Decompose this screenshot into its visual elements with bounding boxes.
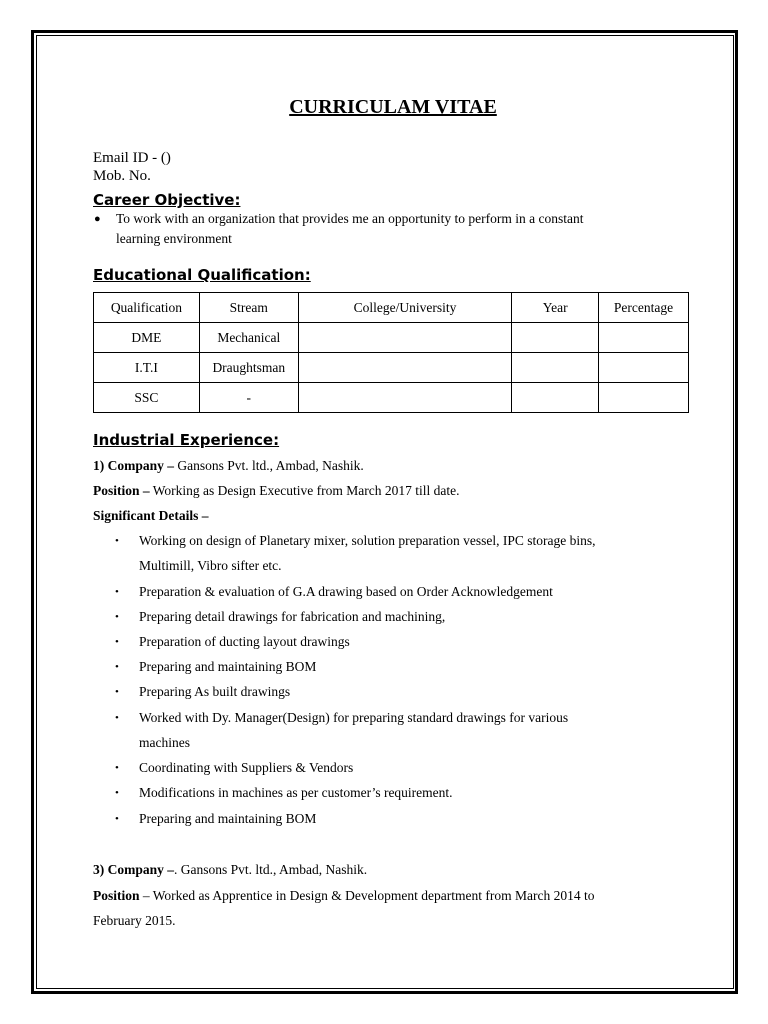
table-cell: I.T.I [94,353,200,383]
detail-item: Preparing and maintaining BOM [139,811,317,826]
table-row [94,353,689,383]
job3-company-value: . Gansons Pvt. ltd., Ambad, Nashik. [174,862,368,877]
table-cell [512,353,599,383]
bullet-icon: • [115,762,119,774]
bullet-icon: • [115,586,119,598]
table-cell [298,323,512,353]
job3-position-value: – Worked as Apprentice in Design & Development department from March 2014 to [139,888,595,903]
job3-company-label: 3) Company – [93,862,175,877]
bullet-icon: • [115,813,119,825]
table-header-cell: Qualification [94,293,200,323]
education-table [93,292,689,413]
table-header-cell: Percentage [599,293,689,323]
document-title: CURRICULAM VITAE [289,96,497,118]
job1-position-label: Position – [93,483,150,498]
detail-item: Preparation & evaluation of G.A drawing based on Order Acknowledgement [139,584,553,599]
detail-item-continuation: machines [139,735,190,750]
education-heading: Educational Qualification: [93,266,311,284]
detail-item-continuation: Multimill, Vibro sifter etc. [139,558,282,573]
job1-company-value: Gansons Pvt. ltd., Ambad, Nashik. [174,458,364,473]
bullet-icon: • [115,611,119,623]
bullet-icon: • [115,636,119,648]
job1-details-label: Significant Details – [93,508,209,523]
table-cell: DME [94,323,200,353]
detail-item: Worked with Dy. Manager(Design) for preparing standard drawings for various [139,710,569,725]
job3-position [93,888,594,904]
email-line: Email ID - () [93,150,171,166]
table-header-cell: Stream [199,293,298,323]
job3-company [93,862,367,878]
detail-item: Working on design of Planetary mixer, solution preparation vessel, IPC storage bins, [139,533,596,548]
career-objective-text-line1: To work with an organization that provides me an opportunity to perform in a constant [116,211,584,226]
table-cell [599,323,689,353]
mobile-line: Mob. No. [93,168,151,184]
table-row [94,323,689,353]
job1-company [93,458,364,474]
detail-item: Preparation of ducting layout drawings [139,634,350,649]
bullet-icon: ● [94,213,101,225]
bullet-icon: • [115,535,119,547]
job3-position-label: Position [93,888,140,903]
detail-item: Modifications in machines as per customer’s requirement. [139,785,453,800]
detail-item: Coordinating with Suppliers & Vendors [139,760,354,775]
table-cell [512,383,599,413]
detail-item: Preparing As built drawings [139,684,291,699]
table-cell: - [199,383,298,413]
job1-position-value: Working as Design Executive from March 2017 till date. [149,483,460,498]
industrial-experience-heading: Industrial Experience: [93,431,280,449]
table-header-cell: Year [512,293,599,323]
detail-item: Preparing and maintaining BOM [139,659,317,674]
table-cell: Draughtsman [199,353,298,383]
table-row [94,383,689,413]
bullet-icon: • [115,712,119,724]
bullet-icon: • [115,661,119,673]
career-objective-text-line2: learning environment [116,231,232,246]
bullet-icon: • [115,787,119,799]
job1-company-label: 1) Company – [93,458,175,473]
table-header-row [94,293,689,323]
bullet-icon: • [115,686,119,698]
table-cell [512,323,599,353]
career-objective-heading: Career Objective: [93,191,241,209]
table-cell [599,383,689,413]
table-cell [298,353,512,383]
table-cell: SSC [94,383,200,413]
table-cell: Mechanical [199,323,298,353]
table-cell [599,353,689,383]
job3-position-continuation: February 2015. [93,913,176,928]
table-cell [298,383,512,413]
table-header-cell: College/University [298,293,512,323]
job1-position [93,483,459,499]
detail-item: Preparing detail drawings for fabrication and machining, [139,609,446,624]
